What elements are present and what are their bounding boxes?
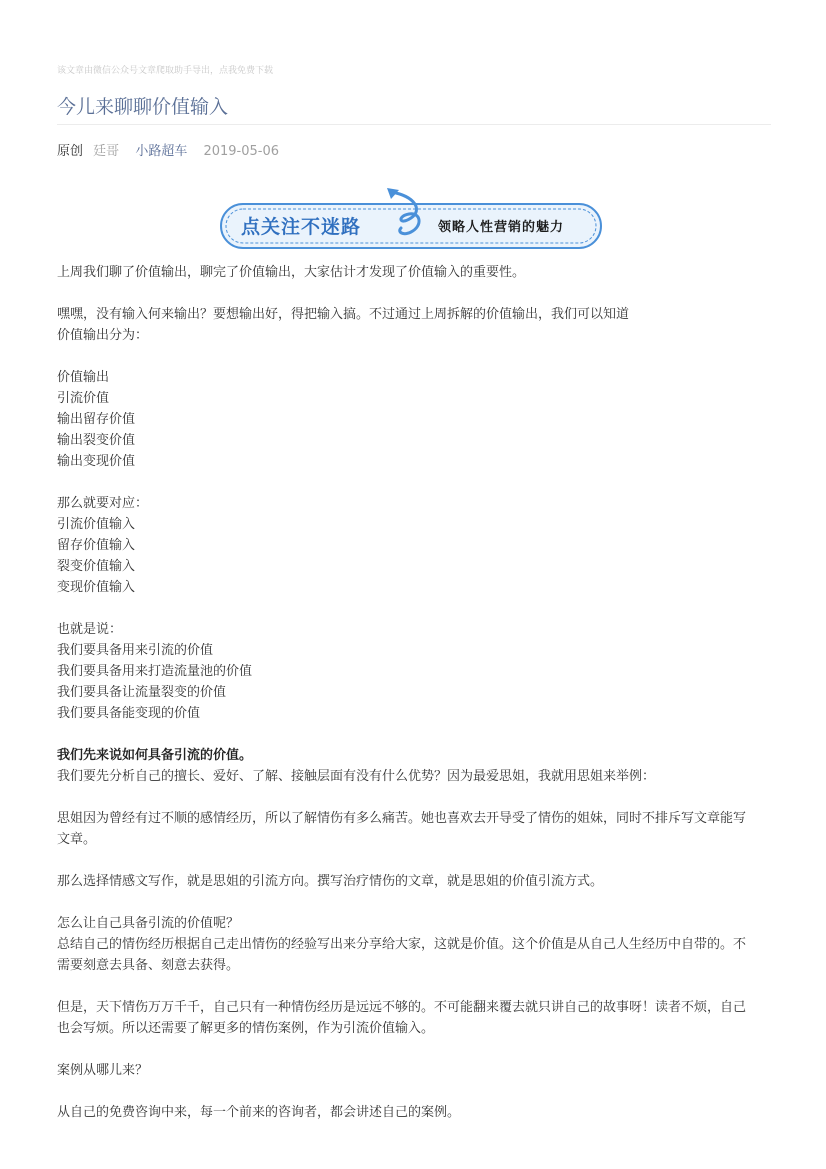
paragraph: [57, 745, 771, 787]
text-line: 价值输出: [57, 370, 110, 385]
text-line: 我们要具备用来引流的价值: [57, 643, 214, 658]
paragraph: [57, 1102, 771, 1123]
text-line: 引流价值: [57, 391, 110, 406]
text-line: 怎么让自己具备引流的价值呢？: [57, 916, 240, 931]
text-line: 嘿嘿，没有输入何来输出？要想输出好，得把输入搞。不过通过上周拆解的价值输出，我们可以知道: [57, 307, 630, 322]
export-download-link[interactable]: 该文章由微信公众号文章爬取助手导出，点我免费下载: [57, 66, 274, 76]
banner-left-text: 点关注不迷路: [241, 216, 362, 238]
paragraph: [57, 619, 771, 724]
text-line: 那么选择情感文写作，就是思姐的引流方向。撰写治疗情伤的文章，就是思姐的价值引流方式。: [57, 874, 604, 889]
text-line: 文章。: [57, 832, 97, 847]
author-name: 廷哥: [93, 144, 120, 159]
paragraph: [57, 367, 771, 472]
paragraph: [57, 304, 771, 346]
text-line: 从自己的免费咨询中来，每一个前来的咨询者，都会讲述自己的案例。: [57, 1105, 461, 1120]
paragraph: [57, 262, 771, 283]
text-line: 输出裂变价值: [57, 433, 136, 448]
paragraph: [57, 1060, 771, 1081]
paragraph: [57, 997, 771, 1039]
section-heading: 我们先来说如何具备引流的价值。: [57, 748, 253, 763]
text-line: 变现价值输入: [57, 580, 136, 595]
title-divider: [57, 124, 771, 125]
account-link[interactable]: 小路超车: [135, 144, 188, 159]
banner-right-text: 领略人性营销的魅力: [438, 220, 565, 235]
text-line: 需要刻意去具备、刻意去获得。: [57, 958, 240, 973]
text-line: 我们要具备用来打造流量池的价值: [57, 664, 253, 679]
paragraph: [57, 871, 771, 892]
text-line: 我们要具备能变现的价值: [57, 706, 201, 721]
text-line: 留存价值输入: [57, 538, 136, 553]
text-line: 那么就要对应：: [57, 496, 149, 511]
paragraph: [57, 808, 771, 850]
text-line: 上周我们聊了价值输出，聊完了价值输出，大家估计才发现了价值输入的重要性。: [57, 265, 526, 280]
text-line: 裂变价值输入: [57, 559, 136, 574]
article-body: [57, 262, 771, 1144]
publish-date: 2019-05-06: [203, 144, 280, 159]
text-line: 也会写烦。所以还需要了解更多的情伤案例，作为引流价值输入。: [57, 1021, 435, 1036]
text-line: 思姐因为曾经有过不顺的感情经历，所以了解情伤有多么痛苦。她也喜欢去开导受了情伤的姐妹，同时不排斥写文章能写: [57, 811, 747, 826]
text-line: 但是，天下情伤万万千千，自己只有一种情伤经历是远远不够的。不可能翻来覆去就只讲自己的故事呀！读者不烦，自己: [57, 1000, 747, 1015]
paragraph: [57, 493, 771, 598]
follow-banner: [219, 186, 603, 252]
text-line: 我们要先分析自己的擅长、爱好、了解、接触层面有没有什么优势？因为最爱思姐，我就用思姐来举例：: [57, 769, 656, 784]
text-line: 也就是说：: [57, 622, 123, 637]
text-line: 我们要具备让流量裂变的价值: [57, 685, 227, 700]
text-line: 案例从哪儿来？: [57, 1063, 149, 1078]
original-label: 原创: [57, 144, 84, 159]
paragraph: [57, 913, 771, 976]
text-line: 输出变现价值: [57, 454, 136, 469]
text-line: 输出留存价值: [57, 412, 136, 427]
text-line: 总结自己的情伤经历根据自己走出情伤的经验写出来分享给大家，这就是价值。这个价值是从自己人生经历中自带的。不: [57, 937, 747, 952]
article-title: 今儿来聊聊价值输入: [57, 96, 229, 118]
text-line: 价值输出分为：: [57, 328, 149, 343]
article-meta: [57, 140, 285, 159]
text-line: 引流价值输入: [57, 517, 136, 532]
